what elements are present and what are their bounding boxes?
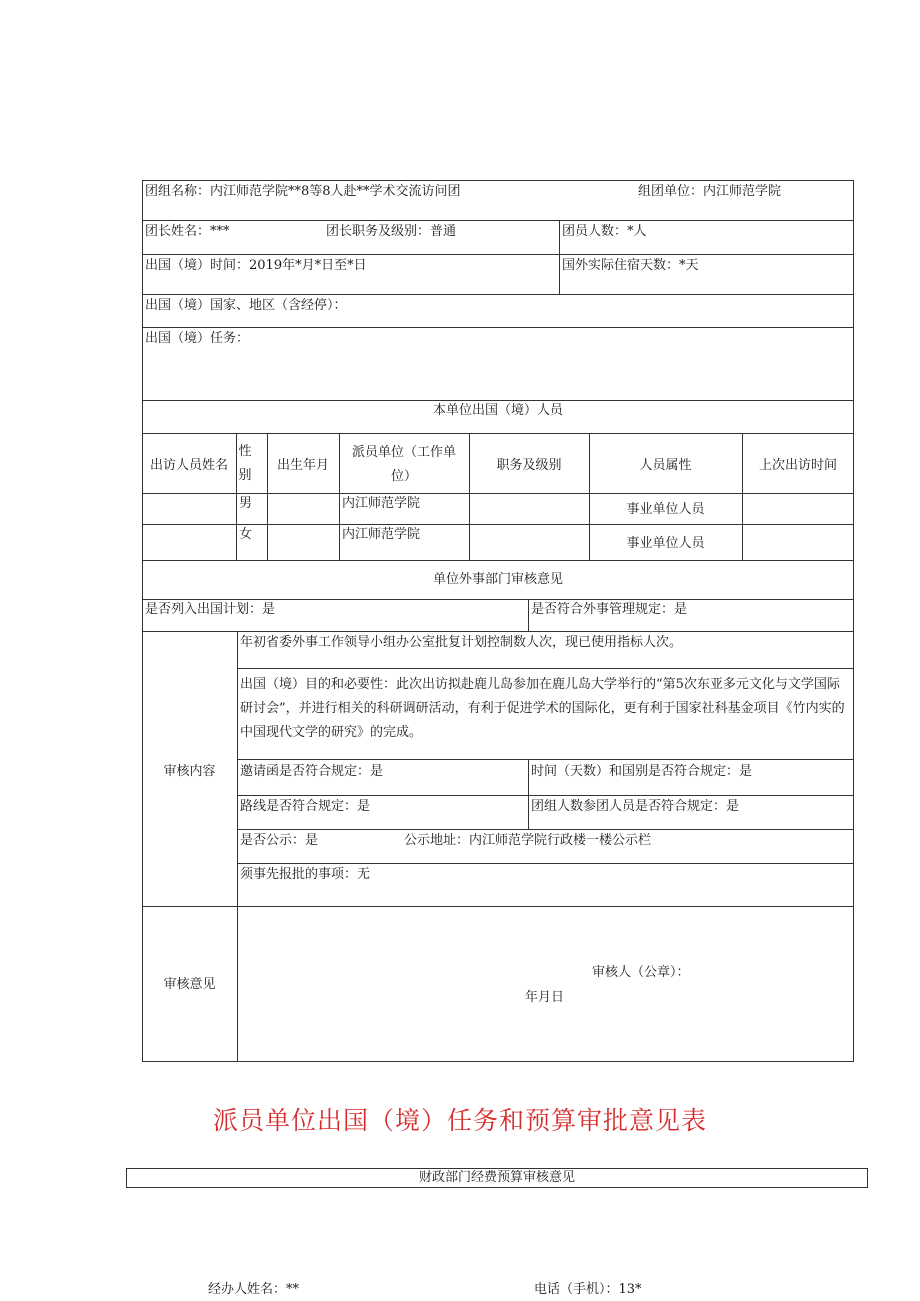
handler-name: 经办人姓名：** — [208, 1282, 300, 1297]
row-divider — [142, 254, 854, 255]
phone-number: 电话（手机）：13* — [534, 1282, 642, 1297]
review-date: 年月日 — [525, 990, 565, 1005]
column-divider — [528, 759, 529, 829]
column-divider — [267, 433, 268, 560]
row-divider — [142, 327, 854, 328]
review-opinion-label: 审核意见 — [163, 977, 216, 992]
column-divider — [559, 220, 560, 294]
col-header-unit-1: 派员单位（工作单 — [351, 445, 456, 460]
quota-text: 年初省委外事工作领导小组办公室批复计划控制数人次，现已使用指标人次。 — [240, 635, 683, 650]
row-divider — [237, 829, 854, 830]
public-address: 公示地址：内江师范学院行政楼一楼公示栏 — [404, 833, 652, 848]
stay-days: 国外实际住宿天数：*天 — [562, 258, 699, 273]
travel-task: 出国（境）任务： — [145, 331, 250, 346]
countries-regions: 出国（境）国家、地区（含经停）： — [145, 298, 347, 313]
group-size-check: 团组人数参团人员是否符合规定：是 — [531, 799, 740, 814]
leader-position: 团长职务及级别：普通 — [326, 224, 457, 239]
foreign-affairs-section-title: 单位外事部门审核意见 — [432, 572, 563, 587]
row-divider — [142, 524, 854, 525]
invitation-check: 邀请函是否符合规定：是 — [240, 764, 384, 779]
leader-name: 团长姓名：*** — [145, 224, 230, 239]
review-content-label: 审核内容 — [163, 764, 216, 779]
column-divider — [237, 631, 238, 1062]
row-divider — [142, 906, 854, 907]
col-header-birth: 出生年月 — [276, 458, 329, 473]
column-divider — [469, 433, 470, 560]
col-header-last-visit: 上次出访时间 — [758, 458, 837, 473]
row-divider — [142, 400, 854, 401]
publicized-check: 是否公示：是 — [240, 833, 319, 848]
travel-time: 出国（境）时间：2019年*月*日至*日 — [145, 258, 367, 273]
finance-section-title: 财政部门经费预算审核意见 — [418, 1170, 575, 1185]
member-attribute: 事业单位人员 — [626, 502, 705, 517]
member-gender: 男 — [239, 496, 253, 511]
in-plan: 是否列入出国计划：是 — [145, 602, 276, 617]
column-divider — [742, 433, 743, 560]
row-divider — [142, 560, 854, 561]
row-divider — [237, 863, 854, 864]
row-divider — [142, 493, 854, 494]
member-unit: 内江师范学院 — [342, 496, 421, 511]
compliance: 是否符合外事管理规定：是 — [531, 602, 688, 617]
col-header-attribute: 人员属性 — [639, 458, 692, 473]
col-header-position: 职务及级别 — [496, 458, 562, 473]
row-divider — [237, 795, 854, 796]
personnel-section-title: 本单位出国（境）人员 — [432, 403, 563, 418]
row-divider — [142, 599, 854, 600]
route-check: 路线是否符合规定：是 — [240, 799, 371, 814]
purpose-text: 出国（境）目的和必要性：此次出访拟赴鹿儿岛参加在鹿儿岛大学举行的“第5次东亚多元文化与文学国际研讨会”，并进行相关的科研调研活动，有利于促进学术的国际化，更有利于国家社科基金项目《竹内实的中国现代文学的研究》的完成。 — [240, 677, 845, 740]
row-divider — [142, 220, 854, 221]
time-country-check: 时间（天数）和国别是否符合规定：是 — [531, 764, 753, 779]
reviewer-seal: 审核人（公章）： — [592, 965, 690, 980]
member-count: 团员人数：*人 — [562, 224, 647, 239]
col-header-name: 出访人员姓名 — [149, 458, 228, 473]
member-gender: 女 — [239, 527, 253, 542]
finance-section-box — [126, 1168, 868, 1188]
member-unit: 内江师范学院 — [342, 527, 421, 542]
col-header-gender-1: 性 — [238, 444, 252, 459]
row-divider — [237, 668, 854, 669]
row-divider — [237, 759, 854, 760]
column-divider — [528, 599, 529, 631]
row-divider — [142, 294, 854, 295]
organizer-unit: 组团单位：内江师范学院 — [638, 184, 782, 199]
prior-approval: 须事先报批的事项：无 — [240, 867, 371, 882]
member-attribute: 事业单位人员 — [626, 536, 705, 551]
row-divider — [142, 433, 854, 434]
row-divider — [142, 631, 854, 632]
page-title: 派员单位出国（境）任务和预算审批意见表 — [212, 1106, 707, 1135]
col-header-unit-2: 位） — [390, 469, 417, 484]
col-header-gender-2: 别 — [238, 468, 252, 483]
group-name: 团组名称：内江师范学院**8等8人赴**学术交流访问团 — [145, 184, 461, 199]
